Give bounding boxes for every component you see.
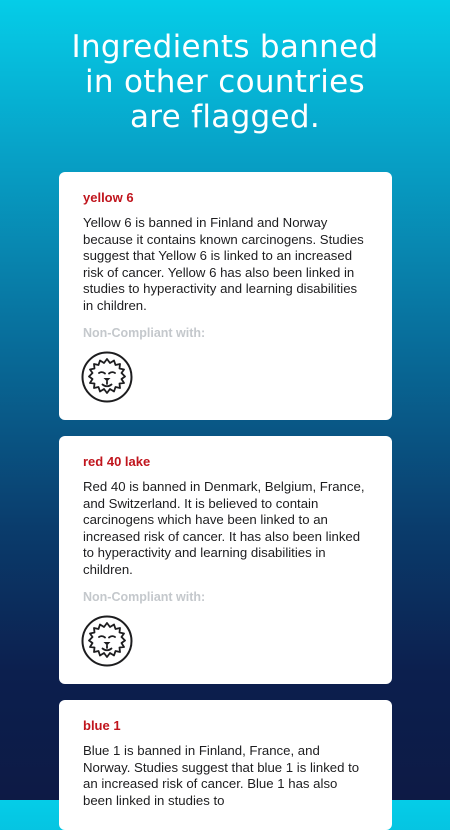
non-compliant-label: Non-Compliant with: bbox=[83, 590, 206, 604]
ingredient-title: red 40 lake bbox=[83, 454, 151, 469]
lion-face-icon[interactable] bbox=[81, 351, 133, 403]
ingredient-card-red-40-lake[interactable] bbox=[59, 436, 392, 684]
ingredient-description: Blue 1 is banned in Finland, France, and Norway. Studies suggest that blue 1 is linked to an increased risk of cancer. Blue 1 has also been linked in studies to bbox=[83, 743, 360, 808]
ingredient-card-yellow-6[interactable] bbox=[59, 172, 392, 420]
ingredient-description: Yellow 6 is banned in Finland and Norway because it contains known carcinogens. Studies suggest that Yellow 6 is linked to an increased risk of cancer. Yellow 6 has also been linked in studies to hyperactivity and learning disabilities in children. bbox=[83, 215, 364, 313]
headline-line-2: in other countries bbox=[85, 64, 365, 100]
lion-face-icon[interactable] bbox=[81, 615, 133, 667]
headline-line-1: Ingredients banned bbox=[71, 29, 379, 65]
non-compliant-label: Non-Compliant with: bbox=[83, 326, 206, 340]
ingredient-card-blue-1[interactable] bbox=[59, 700, 392, 830]
ingredient-description: Red 40 is banned in Denmark, Belgium, France, and Switzerland. It is believed to contain carcinogens which have been linked to an increased risk of cancer. It has also been linked to hyperactivity and learning disabilities in children. bbox=[83, 479, 365, 577]
ingredient-title: blue 1 bbox=[83, 718, 121, 733]
headline bbox=[0, 30, 450, 135]
ingredient-title: yellow 6 bbox=[83, 190, 134, 205]
headline-line-3: are flagged. bbox=[129, 99, 321, 135]
